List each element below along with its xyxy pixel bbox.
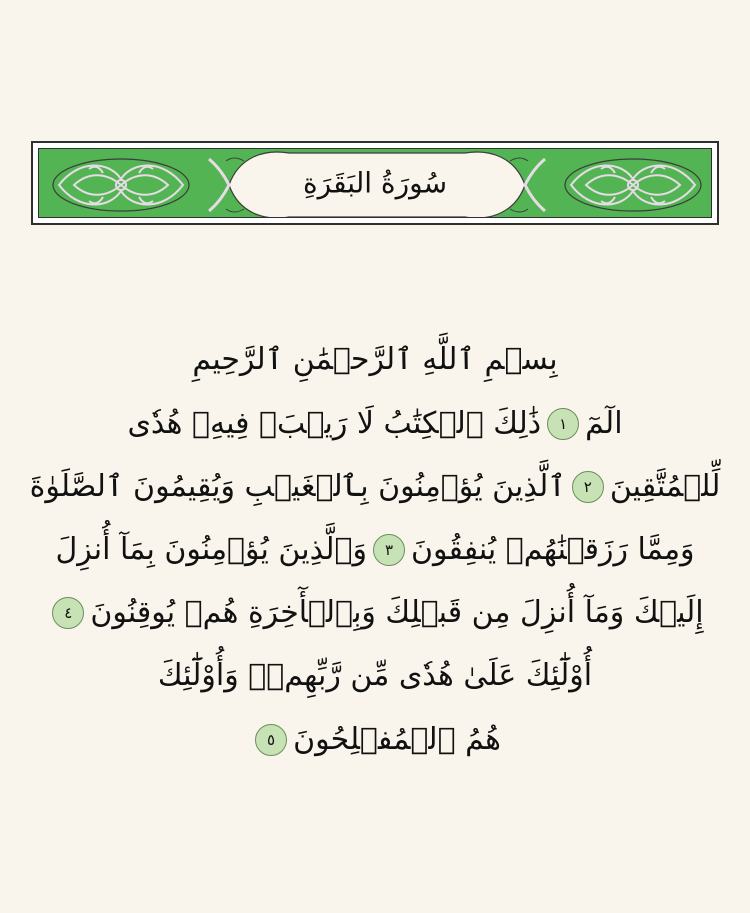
ayah-number-marker: ٢ xyxy=(572,471,604,503)
verse-text: وَٱلَّذِينَ يُؤۡمِنُونَ بِمَآ أُنزِلَ xyxy=(55,531,367,567)
text-line xyxy=(0,653,750,698)
verse-text: لِّلۡمُتَّقِينَ xyxy=(609,468,721,504)
text-line xyxy=(0,464,750,509)
ayah-number-marker: ٥ xyxy=(255,724,287,756)
text-line xyxy=(0,717,750,762)
verse-text: بِسۡمِ ٱللَّهِ ٱلرَّحۡمَٰنِ ٱلرَّحِيمِ xyxy=(192,341,558,377)
ayah-number-marker: ١ xyxy=(547,408,579,440)
verse-text: الٓمٓ xyxy=(585,405,623,441)
text-line xyxy=(0,590,750,635)
text-line xyxy=(0,527,750,572)
right-arabesque-icon xyxy=(565,159,701,211)
verse-text: أُوْلَٰٓئِكَ عَلَىٰ هُدٗى مِّن رَّبِّهِمۡۖ وَأُوْلَٰٓئِكَ xyxy=(157,657,593,693)
ayah-number-marker: ٤ xyxy=(52,597,84,629)
verse-text: إِلَيۡكَ وَمَآ أُنزِلَ مِن قَبۡلِكَ وَبِٱلۡأٓخِرَةِ هُمۡ يُوقِنُونَ xyxy=(90,594,704,630)
verse-text: هُمُ ٱلۡمُفۡلِحُونَ xyxy=(293,721,501,757)
basmala-line xyxy=(0,337,750,382)
surah-header-banner xyxy=(31,141,719,225)
verse-text: ذَٰلِكَ ٱلۡكِتَٰبُ لَا رَيۡبَۛ فِيهِۛ هُدٗى xyxy=(127,405,542,441)
verse-text: وَمِمَّا رَزَقۡنَٰهُمۡ يُنفِقُونَ xyxy=(410,531,695,567)
text-line xyxy=(0,401,750,446)
banner-green-panel xyxy=(38,148,712,218)
ayah-number-marker: ٣ xyxy=(373,534,405,566)
surah-title: سُورَةُ البَقَرَةِ xyxy=(302,166,448,200)
left-arabesque-icon xyxy=(53,159,189,211)
verse-text: ٱلَّذِينَ يُؤۡمِنُونَ بِٱلۡغَيۡبِ وَيُقِيمُونَ ٱلصَّلَوٰةَ xyxy=(29,468,566,504)
